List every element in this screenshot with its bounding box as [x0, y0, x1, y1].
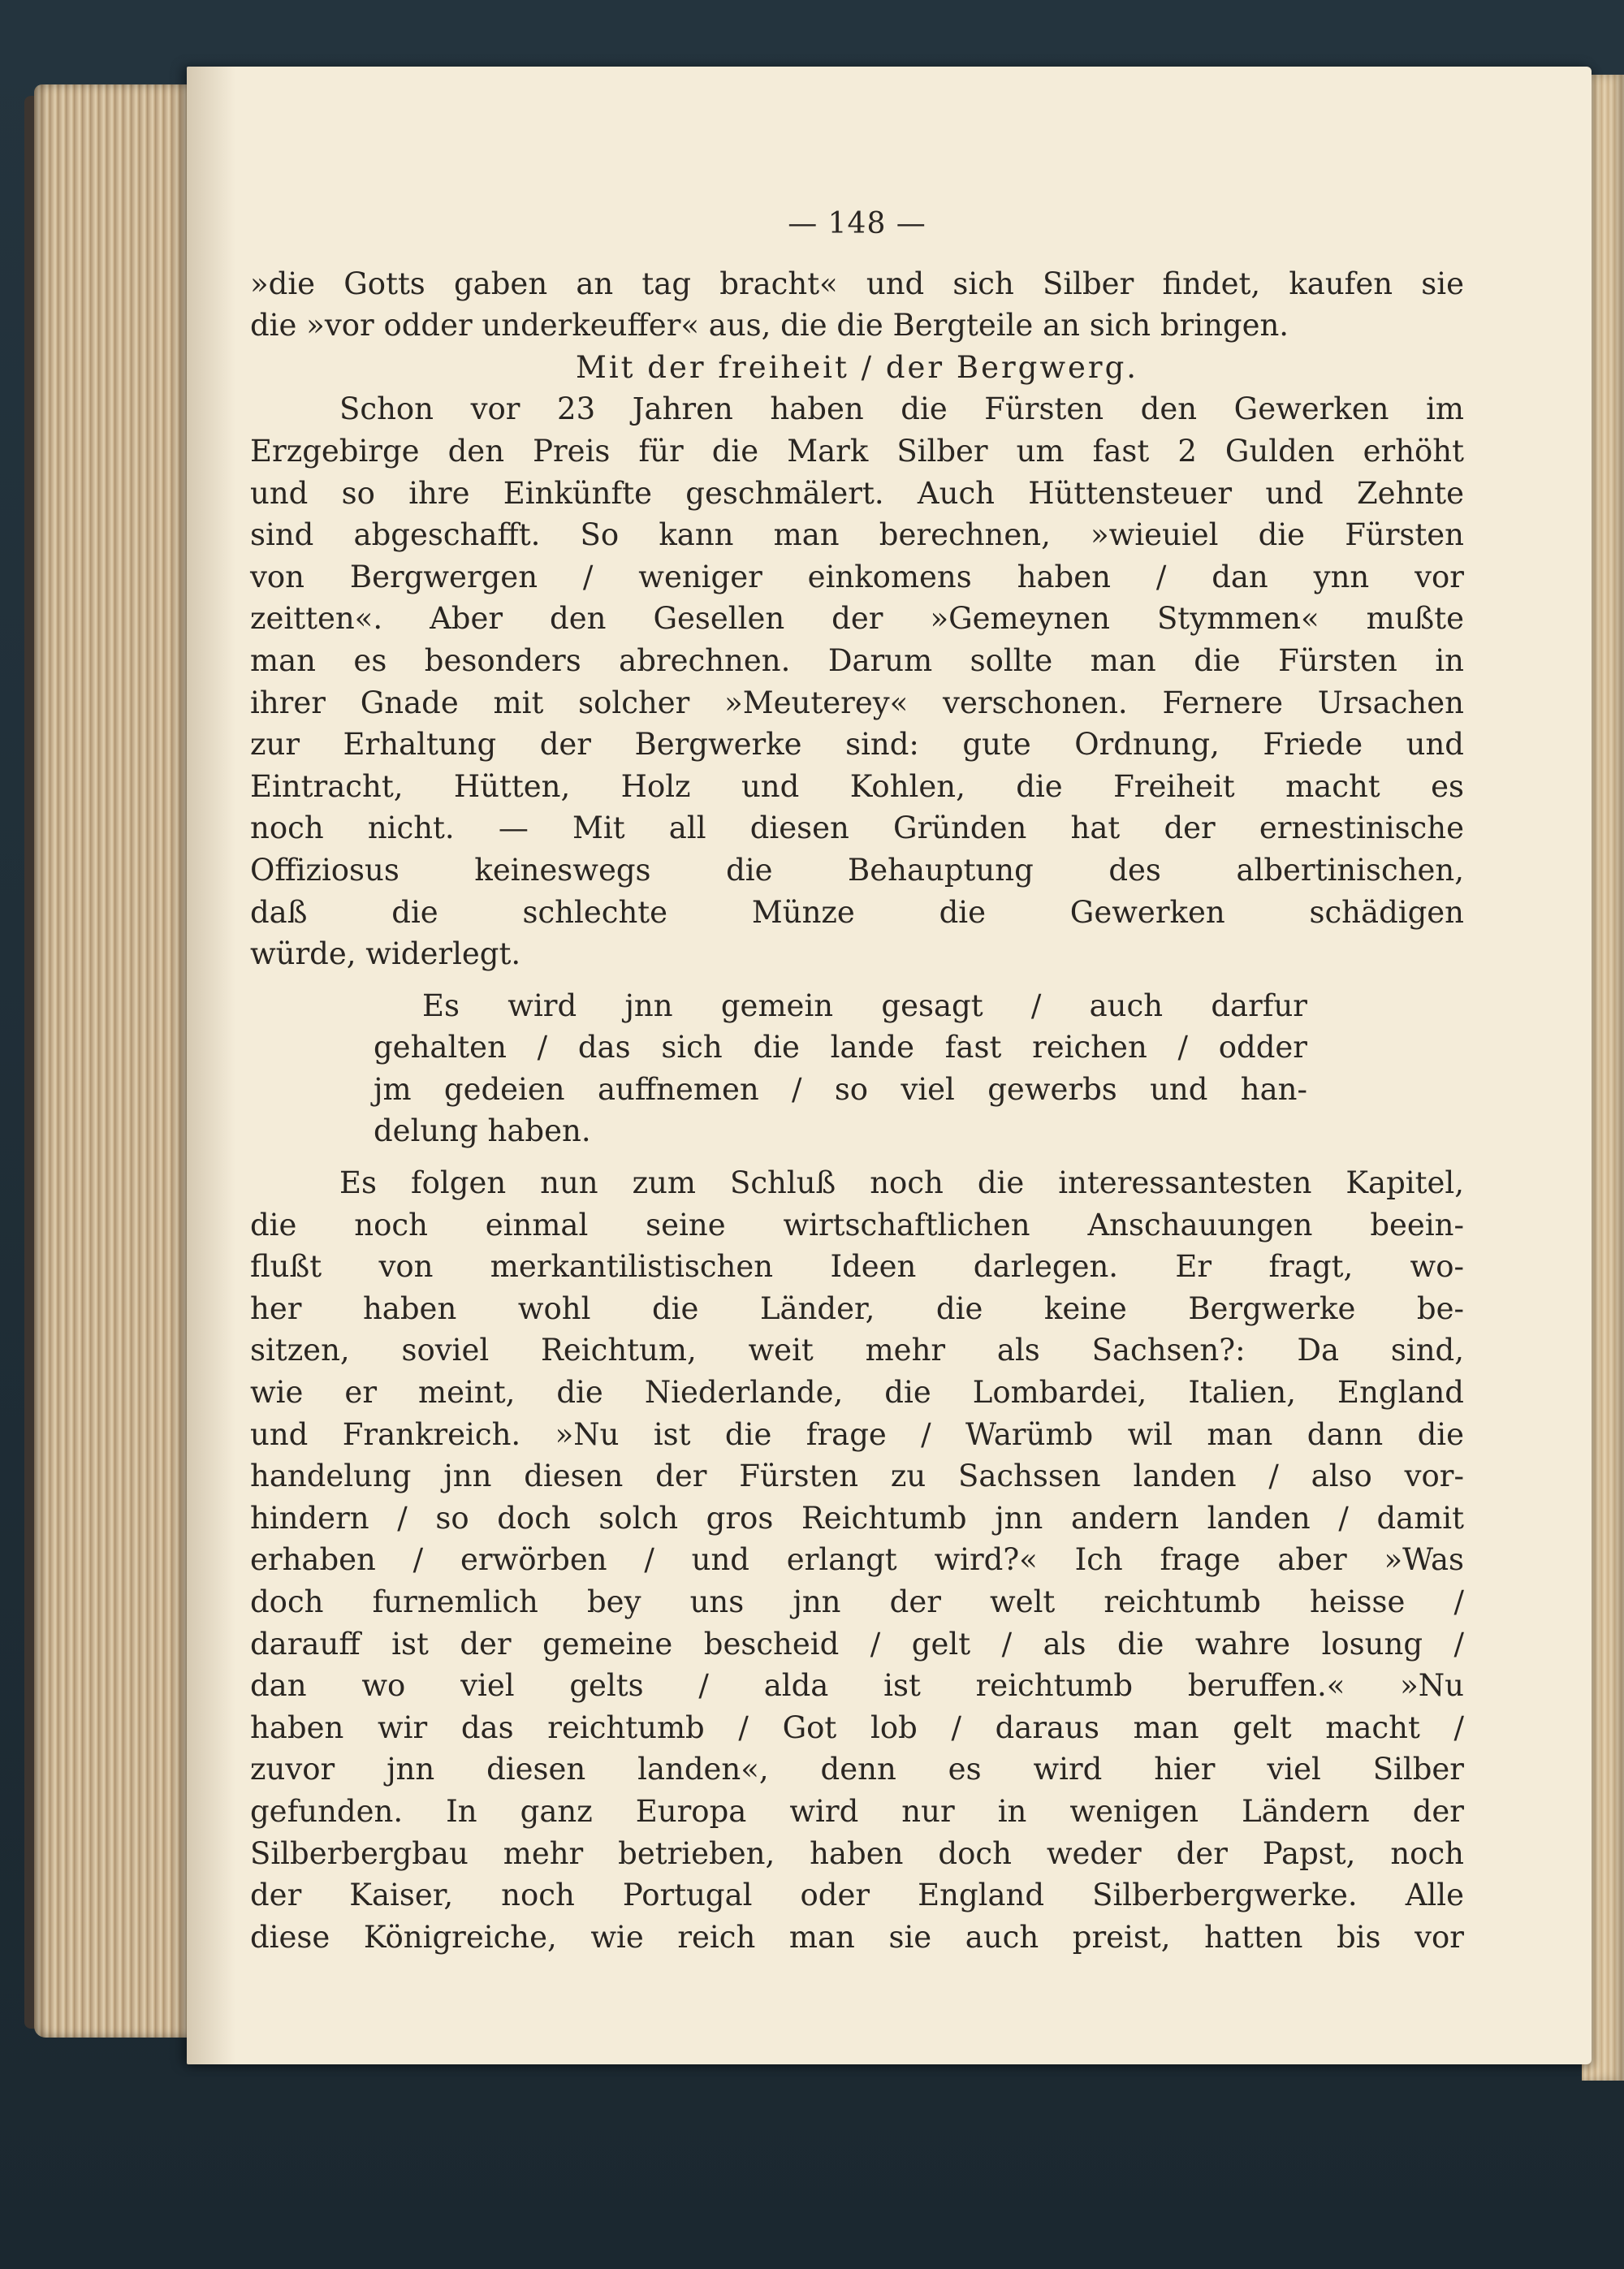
text-line: Es folgen nun zum Schluß noch die interessantesten Kapitel, [339, 1165, 1464, 1201]
quote-line: Es wird jnn gemein gesagt / auch darfur [422, 988, 1307, 1023]
text-line: die »vor odder underkeuffer« aus, die die Bergteile an sich bringen. [250, 308, 1289, 344]
page-text-block [250, 203, 1464, 1958]
text-line: handelung jnn diesen der Fürsten zu Sachssen landen / also vor- [250, 1459, 1464, 1494]
text-line: zuvor jnn diesen landen«, denn es wird hier viel Silber [250, 1752, 1464, 1787]
text-line: von Bergwergen / weniger einkomens haben / dan ynn vor [250, 559, 1464, 594]
text-line: der Kaiser, noch Portugal oder England Silberbergwerke. Alle [250, 1878, 1464, 1913]
text-line: zur Erhaltung der Bergwerke sind: gute Ordnung, Friede und [250, 727, 1464, 763]
text-line: man es besonders abrechnen. Darum sollte man die Fürsten in [250, 642, 1464, 678]
text-line: flußt von merkantilistischen Ideen darlegen. Er fragt, wo- [250, 1249, 1464, 1285]
text-line: gefunden. In ganz Europa wird nur in wenigen Ländern der [250, 1793, 1464, 1829]
text-line: die noch einmal seine wirtschaftlichen Anschauungen beein- [250, 1207, 1464, 1243]
text-line: erhaben / erwörben / und erlangt wird?« Ich frage aber »Was [250, 1542, 1464, 1578]
text-line: hindern / so doch solch gros Reichtumb jnn andern landen / damit [250, 1500, 1464, 1536]
page-edges-left [34, 84, 197, 2038]
quote-line: gehalten / das sich die lande fast reichen / odder [374, 1030, 1307, 1065]
text-line: »die Gotts gaben an tag bracht« und sich Silber findet, kaufen sie [250, 266, 1464, 301]
page-number: — 148 — [788, 207, 926, 240]
text-line: wie er meint, die Niederlande, die Lombardei, Italien, England [250, 1375, 1464, 1411]
text-line: sind abgeschafft. So kann man berechnen, »wieuiel die Fürsten [250, 517, 1464, 553]
text-line: her haben wohl die Länder, die keine Bergwerke be- [250, 1290, 1464, 1326]
quote-line: delung haben. [374, 1113, 591, 1149]
text-line: haben wir das reichtumb / Got lob / daraus man gelt macht / [250, 1709, 1464, 1745]
text-line: dan wo viel gelts / alda ist reichtumb beruffen.« »Nu [250, 1668, 1464, 1704]
text-line: würde, widerlegt. [250, 936, 521, 972]
section-heading: Mit der freiheit / der Bergwerg. [575, 349, 1139, 385]
text-line: daß die schlechte Münze die Gewerken schädigen [250, 894, 1464, 930]
text-line: diese Königreiche, wie reich man sie auch preist, hatten bis vor [250, 1919, 1464, 1955]
text-line: Schon vor 23 Jahren haben die Fürsten den Gewerken im [339, 391, 1464, 427]
quote-line: jm gedeien auffnemen / so viel gewerbs und han- [374, 1071, 1307, 1107]
paragraph-2 [250, 1162, 1464, 1958]
text-line: Eintracht, Hütten, Holz und Kohlen, die Freiheit macht es [250, 768, 1464, 804]
text-line: darauff ist der gemeine bescheid / gelt / als die wahre losung / [250, 1626, 1464, 1662]
opening-lines [250, 263, 1464, 347]
text-line: und so ihre Einkünfte geschmälert. Auch Hüttensteuer und Zehnte [250, 475, 1464, 511]
text-line: Silberbergbau mehr betrieben, haben doch weder der Papst, noch [250, 1835, 1464, 1871]
text-line: Erzgebirge den Preis für die Mark Silber um fast 2 Gulden erhöht [250, 433, 1464, 469]
text-line: doch furnemlich bey uns jnn der welt reichtumb heisse / [250, 1584, 1464, 1619]
text-line: ihrer Gnade mit solcher »Meuterey« verschonen. Fernere Ursachen [250, 685, 1464, 720]
text-line: Offiziosus keineswegs die Behauptung des albertinischen, [250, 852, 1464, 888]
text-line: und Frankreich. »Nu ist die frage / Warümb wil man dann die [250, 1416, 1464, 1452]
paragraph-1 [250, 388, 1464, 975]
text-line: noch nicht. — Mit all diesen Gründen hat der ernestinische [250, 810, 1464, 846]
text-line: zeitten«. Aber den Gesellen der »Gemeynen Stymmen« mußte [250, 601, 1464, 637]
text-line: sitzen, soviel Reichtum, weit mehr als Sachsen?: Da sind, [250, 1333, 1464, 1368]
block-quote [374, 985, 1307, 1152]
